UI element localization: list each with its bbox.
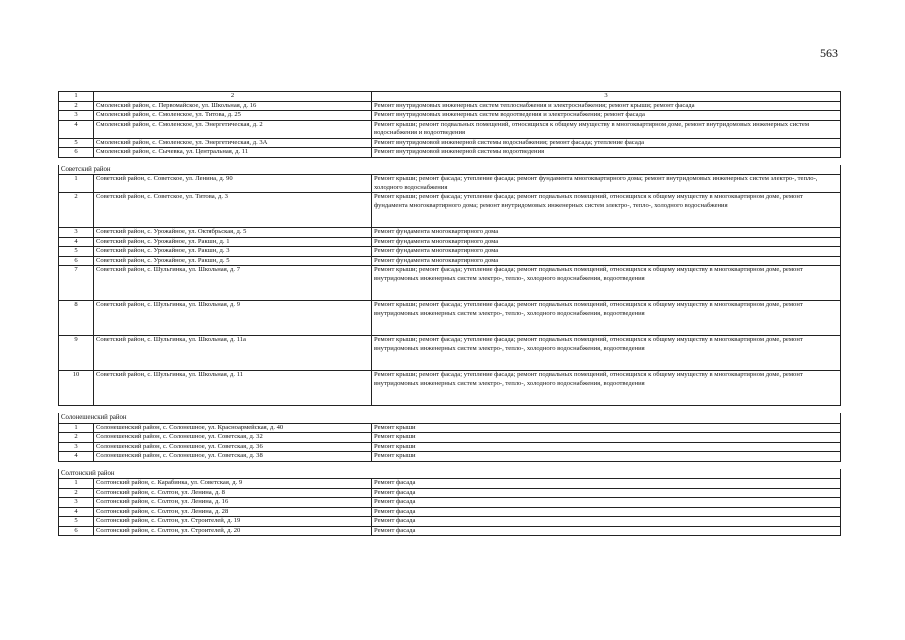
column-header-number: 1 [59, 92, 94, 102]
row-works: Ремонт крыши [372, 433, 841, 443]
row-number: 5 [59, 517, 94, 527]
row-works: Ремонт крыши; ремонт фасада; утепление фасада; ремонт подвальных помещений, относящихся к общему имуществу в многоквартирном доме, ремонт внутридомовых инженерных систем электро-, тепло-, холодного водоснабжения, водоотведения [372, 301, 841, 336]
table-row [59, 479, 841, 489]
table-row [59, 452, 841, 462]
row-address: Советский район, с. Урожайное, ул. Ракшн, д. 3 [94, 247, 372, 257]
row-works: Ремонт фундамента многоквартирного дома [372, 237, 841, 247]
row-number: 8 [59, 301, 94, 336]
row-works: Ремонт фундамента многоквартирного дома [372, 228, 841, 238]
row-address: Солонешенский район, с. Солонешное, ул. Советская, д. 38 [94, 452, 372, 462]
row-works: Ремонт фасада [372, 479, 841, 489]
row-number: 7 [59, 266, 94, 301]
row-address: Солонешенский район, с. Солонешное, ул. Советская, д. 32 [94, 433, 372, 443]
section-title-sovetsky: Советский район [59, 165, 841, 175]
row-number: 3 [59, 442, 94, 452]
row-number: 6 [59, 526, 94, 536]
row-address: Смоленский район, с. Первомайское, ул. Школьная, д. 16 [94, 101, 372, 111]
row-number: 3 [59, 228, 94, 238]
row-number: 9 [59, 336, 94, 371]
row-number: 5 [59, 247, 94, 257]
row-number: 1 [59, 423, 94, 433]
row-works: Ремонт крыши [372, 423, 841, 433]
table-row [59, 442, 841, 452]
row-address: Солтонский район, с. Солтон, ул. Строителей, д. 19 [94, 517, 372, 527]
row-address: Советский район, с. Шульгинка, ул. Школьная, д. 11 [94, 371, 372, 406]
row-number: 2 [59, 193, 94, 228]
row-works: Ремонт крыши; ремонт фасада; утепление фасада; ремонт подвальных помещений, относящихся к общему имуществу в многоквартирном доме, ремонт внутридомовых инженерных систем электро-, тепло-, холодного водоснабжения, водоотведения [372, 266, 841, 301]
table-row [59, 488, 841, 498]
row-number: 4 [59, 452, 94, 462]
row-works: Ремонт фундамента многоквартирного дома [372, 256, 841, 266]
table-row [59, 301, 841, 336]
row-address: Смоленский район, с. Сычевка, ул. Центральная, д. 11 [94, 148, 372, 158]
row-number: 2 [59, 488, 94, 498]
table-row [59, 433, 841, 443]
table-row [59, 237, 841, 247]
row-number: 4 [59, 507, 94, 517]
row-address: Советский район, с. Урожайное, ул. Ракшн, д. 1 [94, 237, 372, 247]
row-address: Советский район, с. Шульгинка, ул. Школьная, д. 7 [94, 266, 372, 301]
table-header-row [59, 92, 841, 102]
row-number: 6 [59, 256, 94, 266]
row-address: Солтонский район, с. Солтон, ул. Ленина, д. 8 [94, 488, 372, 498]
section-header-row [59, 413, 841, 423]
row-address: Советский район, с. Советское, ул. Титова, д. 3 [94, 193, 372, 228]
row-works: Ремонт внутридомовых инженерных систем водоотведения и электроснабжения; ремонт фасада [372, 111, 841, 121]
row-works: Ремонт крыши; ремонт фасада; утепление фасада; ремонт подвальных помещений, относящихся к общему имуществу в многоквартирном доме, ремонт фундамента многоквартирного дома; ремонт внутридомовых инженерных систем электро-, тепло-, холодного водоснабжения [372, 193, 841, 228]
row-address: Солонешенский район, с. Солонешное, ул. Советская, д. 36 [94, 442, 372, 452]
row-number: 1 [59, 175, 94, 193]
row-number: 6 [59, 148, 94, 158]
table-row [59, 266, 841, 301]
row-works: Ремонт фасада [372, 498, 841, 508]
row-address: Советский район, с. Шульгинка, ул. Школьная, д. 9 [94, 301, 372, 336]
row-address: Смоленский район, с. Смоленское, ул. Энергетическая, д. 3А [94, 138, 372, 148]
row-address: Солтонский район, с. Солтон, ул. Ленина, д. 16 [94, 498, 372, 508]
section-title-soltonsky: Солтонский район [59, 469, 841, 479]
row-address: Солтонский район, с. Карабинка, ул. Советская, д. 9 [94, 479, 372, 489]
table-row [59, 120, 841, 138]
row-address: Советский район, с. Урожайное, ул. Ракшн, д. 5 [94, 256, 372, 266]
table-row [59, 101, 841, 111]
row-works: Ремонт фасада [372, 517, 841, 527]
row-works: Ремонт крыши [372, 452, 841, 462]
row-works: Ремонт крыши; ремонт фасада; утепление фасада; ремонт подвальных помещений, относящихся к общему имуществу в многоквартирном доме, ремонт внутридомовых инженерных систем электро-, тепло-, холодного водоснабжения, водоотведения [372, 371, 841, 406]
row-works: Ремонт крыши; ремонт фасада; утепление фасада; ремонт подвальных помещений, относящихся к общему имуществу в многоквартирном доме, ремонт внутридомовых инженерных систем электро-, тепло-, холодного водоснабжения, водоотведения [372, 336, 841, 371]
column-header-works: 3 [372, 92, 841, 102]
table-row [59, 517, 841, 527]
table-row [59, 336, 841, 371]
row-address: Советский район, с. Советское, ул. Ленина, д. 90 [94, 175, 372, 193]
row-number: 3 [59, 498, 94, 508]
row-works: Ремонт внутридомовой инженерной системы водоснабжения; ремонт фасада; утепление фасада [372, 138, 841, 148]
row-number: 1 [59, 479, 94, 489]
table-row [59, 256, 841, 266]
row-number: 4 [59, 120, 94, 138]
repair-program-table [58, 91, 841, 536]
table-row [59, 498, 841, 508]
table-row [59, 423, 841, 433]
table-row [59, 526, 841, 536]
row-works: Ремонт фасада [372, 488, 841, 498]
table-row [59, 371, 841, 406]
table-row [59, 193, 841, 228]
section-header-row [59, 165, 841, 175]
table-row [59, 111, 841, 121]
section-header-row [59, 469, 841, 479]
row-address: Солтонский район, с. Солтон, ул. Строителей, д. 20 [94, 526, 372, 536]
column-header-address: 2 [94, 92, 372, 102]
row-number: 5 [59, 138, 94, 148]
row-works: Ремонт фундамента многоквартирного дома [372, 247, 841, 257]
row-address: Советский район, с. Урожайное, ул. Октябрьская, д. 5 [94, 228, 372, 238]
row-address: Смоленский район, с. Смоленское, ул. Энергетическая, д. 2 [94, 120, 372, 138]
row-works: Ремонт фасада [372, 526, 841, 536]
row-address: Солонешенский район, с. Солонешное, ул. Красноармейская, д. 40 [94, 423, 372, 433]
row-works: Ремонт внутридомовой инженерной системы водоотведения [372, 148, 841, 158]
table-row [59, 138, 841, 148]
row-works: Ремонт крыши; ремонт фасада; утепление фасада; ремонт фундамента многоквартирного дома; ремонт внутридомовых инженерных систем электро-, тепло-, холодного водоснабжения [372, 175, 841, 193]
table-row [59, 148, 841, 158]
row-number: 4 [59, 237, 94, 247]
row-works: Ремонт фасада [372, 507, 841, 517]
row-works: Ремонт крыши; ремонт подвальных помещений, относящихся к общему имуществу в многоквартирном доме, ремонт внутридомовых инженерных систем водоснабжения и водоотведения [372, 120, 841, 138]
section-title-soloneshensky: Солонешенский район [59, 413, 841, 423]
table-row [59, 247, 841, 257]
table-row [59, 507, 841, 517]
row-address: Советский район, с. Шульгинка, ул. Школьная, д. 11а [94, 336, 372, 371]
row-works: Ремонт внутридомовых инженерных систем теплоснабжения и электроснабжения; ремонт крыши; ремонт фасада [372, 101, 841, 111]
table-row [59, 228, 841, 238]
table-row [59, 175, 841, 193]
row-number: 10 [59, 371, 94, 406]
row-number: 2 [59, 433, 94, 443]
row-number: 3 [59, 111, 94, 121]
row-address: Солтонский район, с. Солтон, ул. Ленина, д. 28 [94, 507, 372, 517]
row-address: Смоленский район, с. Смоленское, ул. Титова, д. 25 [94, 111, 372, 121]
row-number: 2 [59, 101, 94, 111]
page-number: 563 [820, 46, 838, 60]
row-works: Ремонт крыши [372, 442, 841, 452]
